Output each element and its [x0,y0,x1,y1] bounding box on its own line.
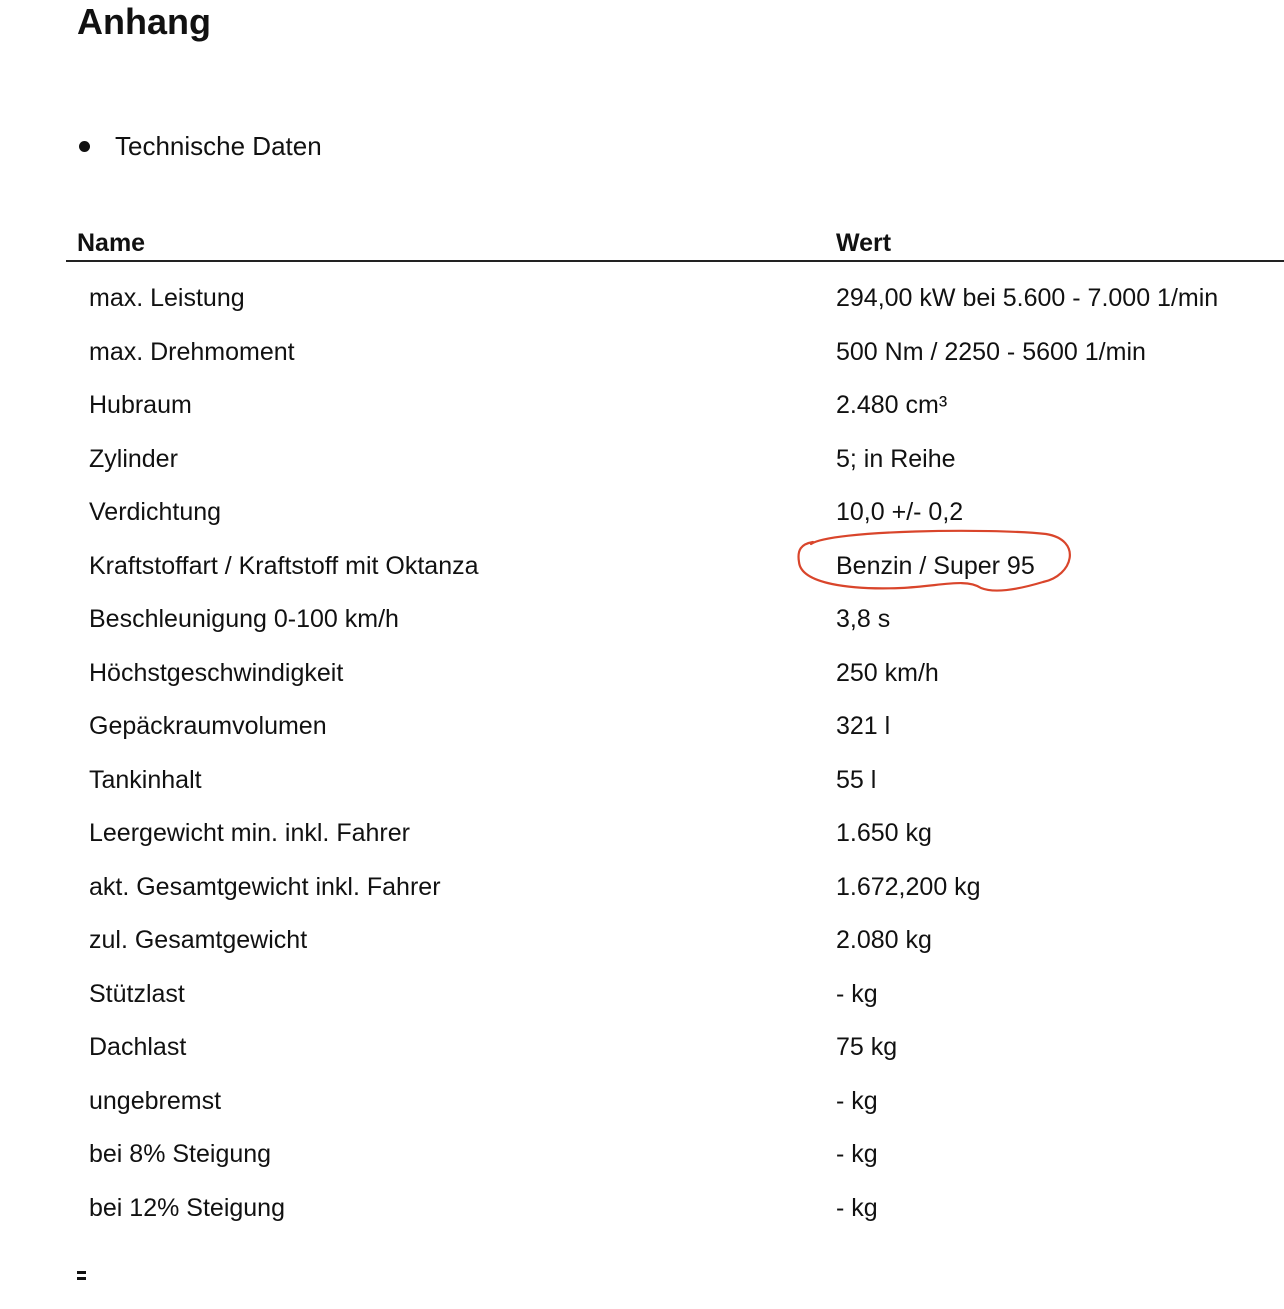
table-row [66,647,1284,701]
technical-data-table [66,222,1284,1235]
row-name: Kraftstoffart / Kraftstoff mit Oktanza [89,551,479,580]
row-value: 3,8 s [836,605,891,634]
row-value: 1.650 kg [836,819,932,848]
highlighted-value-text: Benzin / Super 95 [836,551,1035,580]
row-value: 2.080 kg [836,926,932,955]
row-name: ungebremst [89,1086,222,1115]
page-title: Anhang [77,1,211,42]
table-row [66,261,1284,326]
table-row [66,1182,1284,1236]
row-value: 5; in Reihe [836,444,956,473]
row-value: 294,00 kW bei 5.600 - 7.000 1/min [836,284,1219,313]
row-value: - kg [836,1140,878,1169]
table-row [66,433,1284,487]
table-row [66,754,1284,808]
row-value: 500 Nm / 2250 - 5600 1/min [836,337,1146,366]
row-name: Dachlast [89,1033,187,1062]
row-value: 250 km/h [836,658,939,687]
row-value: - kg [836,1193,878,1222]
row-name: akt. Gesamtgewicht inkl. Fahrer [89,872,441,901]
table-row [66,486,1284,540]
table-row [66,807,1284,861]
row-name: max. Drehmoment [89,337,295,366]
bullet-item-technische-daten [77,128,322,164]
row-name: zul. Gesamtgewicht [89,926,308,955]
row-name: Hubraum [89,391,192,420]
table-row [66,1075,1284,1129]
table-row [66,593,1284,647]
row-name: bei 12% Steigung [89,1193,285,1222]
column-header-name: Name [66,222,825,261]
table-row [66,914,1284,968]
row-name: Tankinhalt [89,765,202,794]
table-row [66,1021,1284,1075]
row-value-highlighted [825,540,1284,594]
row-value: 2.480 cm³ [836,391,948,420]
paragraph-end-mark [77,1271,86,1280]
table-header-row [66,222,1284,261]
row-value: 75 kg [836,1033,898,1062]
bullet-item-label: Technische Daten [115,131,322,161]
row-value: 321 l [836,712,891,741]
row-name: Zylinder [89,444,178,473]
column-header-value: Wert [825,222,1284,261]
table-row [66,861,1284,915]
row-name: bei 8% Steigung [89,1140,272,1169]
row-name: Höchstgeschwindigkeit [89,658,344,687]
table-row [66,1128,1284,1182]
table-row [66,968,1284,1022]
row-name: Leergewicht min. inkl. Fahrer [89,819,410,848]
bullet-list [77,128,322,164]
row-name: max. Leistung [89,284,245,313]
table-row-highlighted [66,540,1284,594]
row-value: 10,0 +/- 0,2 [836,498,964,527]
table-row [66,700,1284,754]
row-name: Gepäckraumvolumen [89,712,327,741]
row-name: Stützlast [89,979,185,1008]
row-value: - kg [836,979,878,1008]
table-row [66,326,1284,380]
bullet-dot-icon [79,141,90,152]
row-name: Verdichtung [89,498,222,527]
table-row [66,379,1284,433]
row-name: Beschleunigung 0-100 km/h [89,605,399,634]
row-value: - kg [836,1086,878,1115]
row-value: 1.672,200 kg [836,872,981,901]
row-value: 55 l [836,765,877,794]
